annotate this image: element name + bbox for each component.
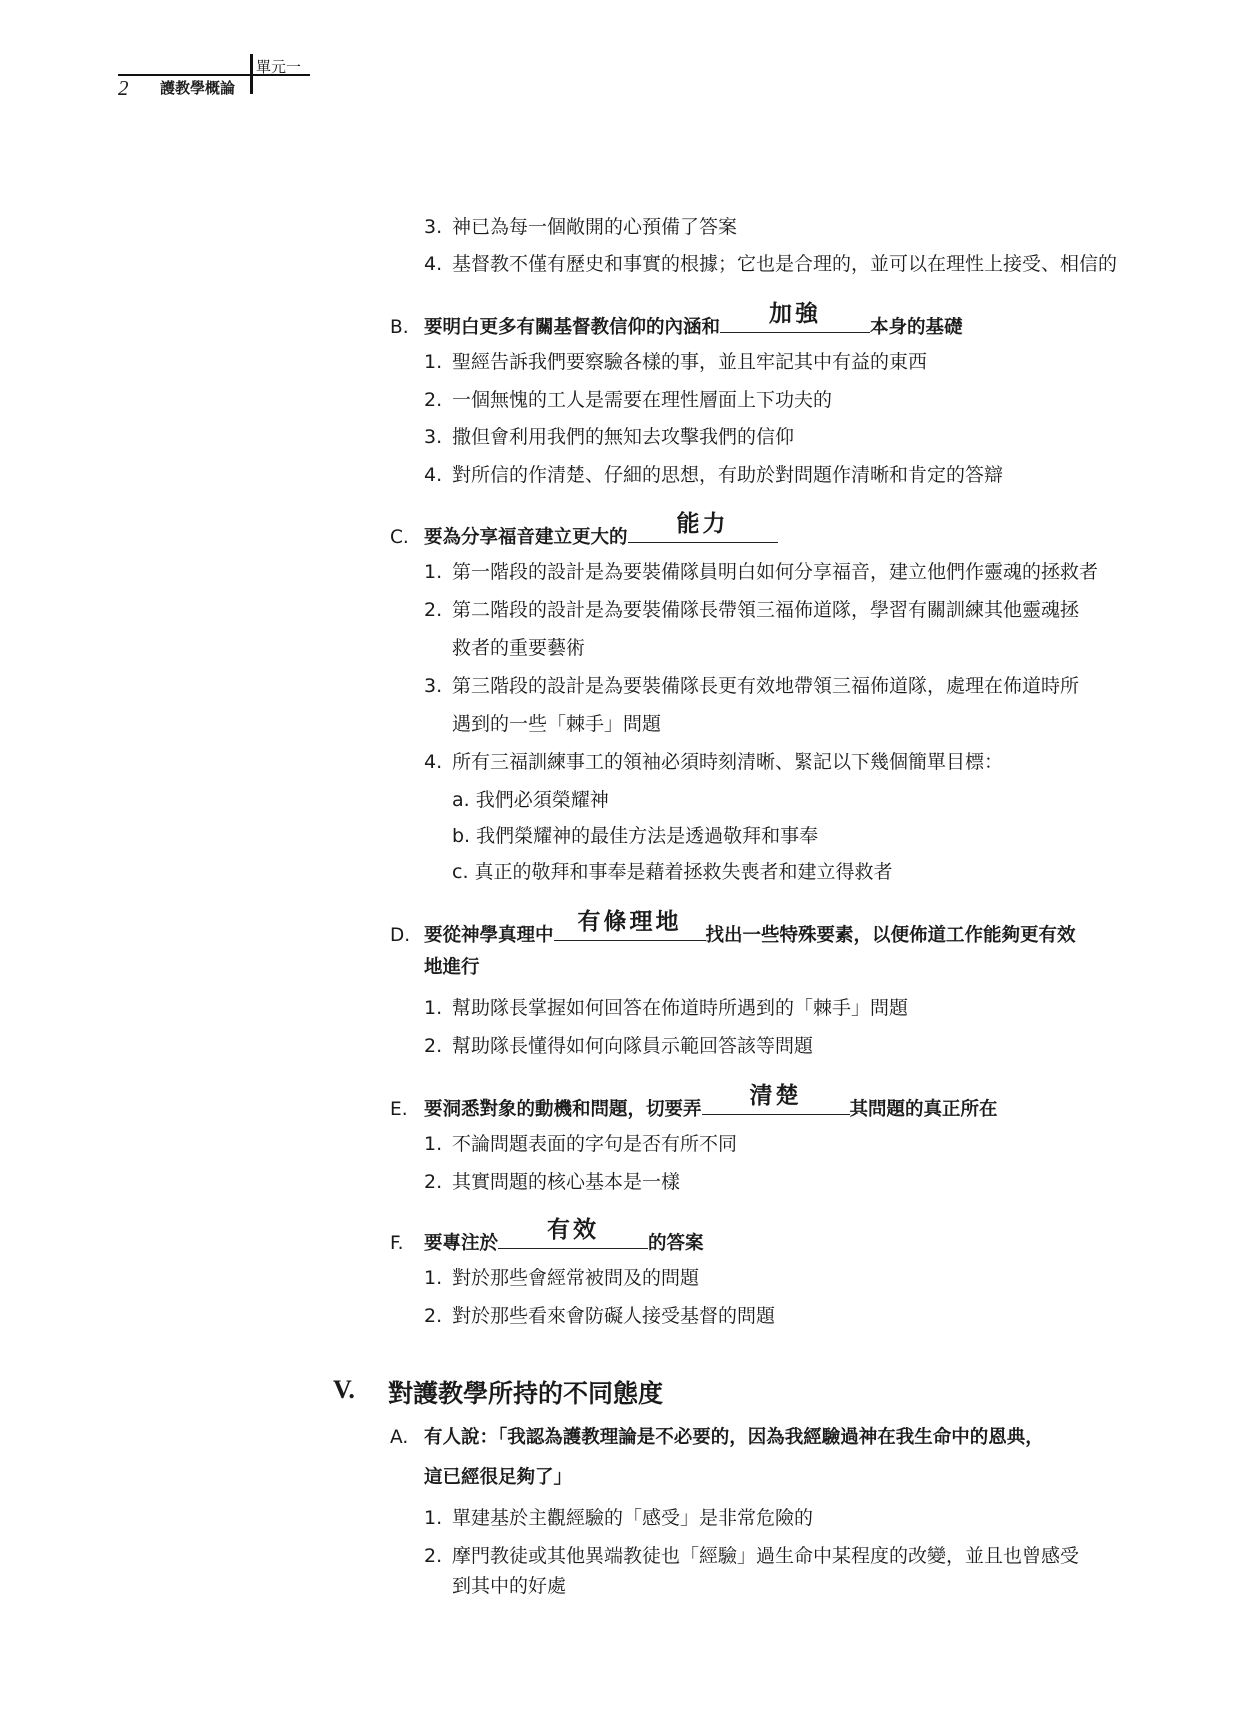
section-d-heading-continuation: 地進行 — [424, 957, 480, 978]
list-item: 4. 基督教不僅有歷史和事實的根據；它也是合理的，並可以在理性上接受、相信的 — [424, 253, 1118, 275]
list-item: 2. 對於那些看來會防礙人接受基督的問題 — [424, 1305, 776, 1327]
fill-in-blank — [628, 510, 778, 543]
list-item: 2. 一個無愧的工人是需要在理性層面上下功夫的 — [424, 389, 833, 411]
list-item-continuation: 到其中的好處 — [452, 1575, 567, 1597]
list-item: 1. 對於那些會經常被問及的問題 — [424, 1267, 700, 1289]
list-item: 1. 不論問題表面的字句是否有所不同 — [424, 1133, 738, 1155]
section-c-heading: C. 要為分享福音建立更大的 能力 — [390, 516, 778, 552]
list-item-continuation: 遇到的一些「棘手」問題 — [452, 713, 662, 735]
handwritten-answer: 加強 — [769, 300, 822, 327]
handwritten-answer: 能力 — [676, 510, 729, 537]
handwritten-answer: 清楚 — [749, 1082, 802, 1109]
section-d-heading: D. 要從神學真理中 有條理地 找出一些特殊要素，以便佈道工作能夠更有效 — [390, 908, 1076, 946]
fill-in-blank — [720, 300, 870, 333]
list-item: 2. 第二階段的設計是為要裝備隊長帶領三福佈道隊，學習有關訓練其他靈魂拯 — [424, 599, 1080, 621]
fill-in-blank — [702, 1082, 850, 1115]
list-item-continuation: 救者的重要藝術 — [452, 637, 586, 659]
list-item: 1. 幫助隊長掌握如何回答在佈道時所遇到的「棘手」問題 — [424, 997, 909, 1019]
fill-in-blank — [498, 1216, 648, 1249]
list-item: 3. 撒但會利用我們的無知去攻擊我們的信仰 — [424, 426, 795, 448]
unit-label: 單元一 — [256, 58, 302, 76]
list-item: 3. 神已為每一個敞開的心預備了答案 — [424, 216, 738, 238]
list-item: 2. 摩門教徒或其他異端教徒也「經驗」過生命中某程度的改變，並且也曾感受 — [424, 1545, 1080, 1567]
chapter-heading: 對護教學所持的不同態度 — [388, 1379, 664, 1408]
section-f-heading: F. 要專注於 有效 的答案 — [390, 1216, 704, 1254]
list-item: 2. 幫助隊長懂得如何向隊員示範回答該等問題 — [424, 1035, 814, 1057]
list-item: 1. 單建基於主觀經驗的「感受」是非常危險的 — [424, 1507, 814, 1529]
section-b-heading: B. 要明白更多有關基督教信仰的內涵和 加強 本身的基礎 — [390, 300, 963, 338]
handwritten-answer: 有條理地 — [577, 908, 682, 935]
sub-list-item: a. 我們必須榮耀神 — [452, 789, 609, 811]
book-title: 護教學概論 — [160, 79, 236, 97]
header-vertical-rule — [250, 54, 253, 94]
list-item: 4. 所有三福訓練事工的領袖必須時刻清晰、緊記以下幾個簡單目標： — [424, 751, 1004, 773]
section-va-heading: A. 有人說：「我認為護教理論是不必要的，因為我經驗過神在我生命中的恩典， — [390, 1427, 1044, 1448]
list-item: 4. 對所信的作清楚、仔細的思想，有助於對問題作清晰和肯定的答辯 — [424, 464, 1004, 486]
sub-list-item: b. 我們榮耀神的最佳方法是透過敬拜和事奉 — [452, 825, 819, 847]
page-number: 2 — [118, 76, 129, 100]
chapter-numeral: V. — [333, 1375, 355, 1404]
section-va-heading-continuation: 這已經很足夠了」 — [424, 1467, 573, 1488]
fill-in-blank — [554, 908, 706, 941]
list-item: 2. 其實問題的核心基本是一樣 — [424, 1171, 681, 1193]
list-item: 1. 聖經告訴我們要察驗各樣的事，並且牢記其中有益的東西 — [424, 351, 928, 373]
handwritten-answer: 有效 — [547, 1216, 600, 1243]
list-item: 3. 第三階段的設計是為要裝備隊長更有效地帶領三福佈道隊，處理在佈道時所 — [424, 675, 1080, 697]
list-item: 1. 第一階段的設計是為要裝備隊員明白如何分享福音，建立他們作靈魂的拯救者 — [424, 561, 1099, 583]
sub-list-item: c. 真正的敬拜和事奉是藉着拯救失喪者和建立得救者 — [452, 861, 893, 883]
section-e-heading: E. 要洞悉對象的動機和問題，切要弄 清楚 其問題的真正所在 — [390, 1082, 998, 1120]
